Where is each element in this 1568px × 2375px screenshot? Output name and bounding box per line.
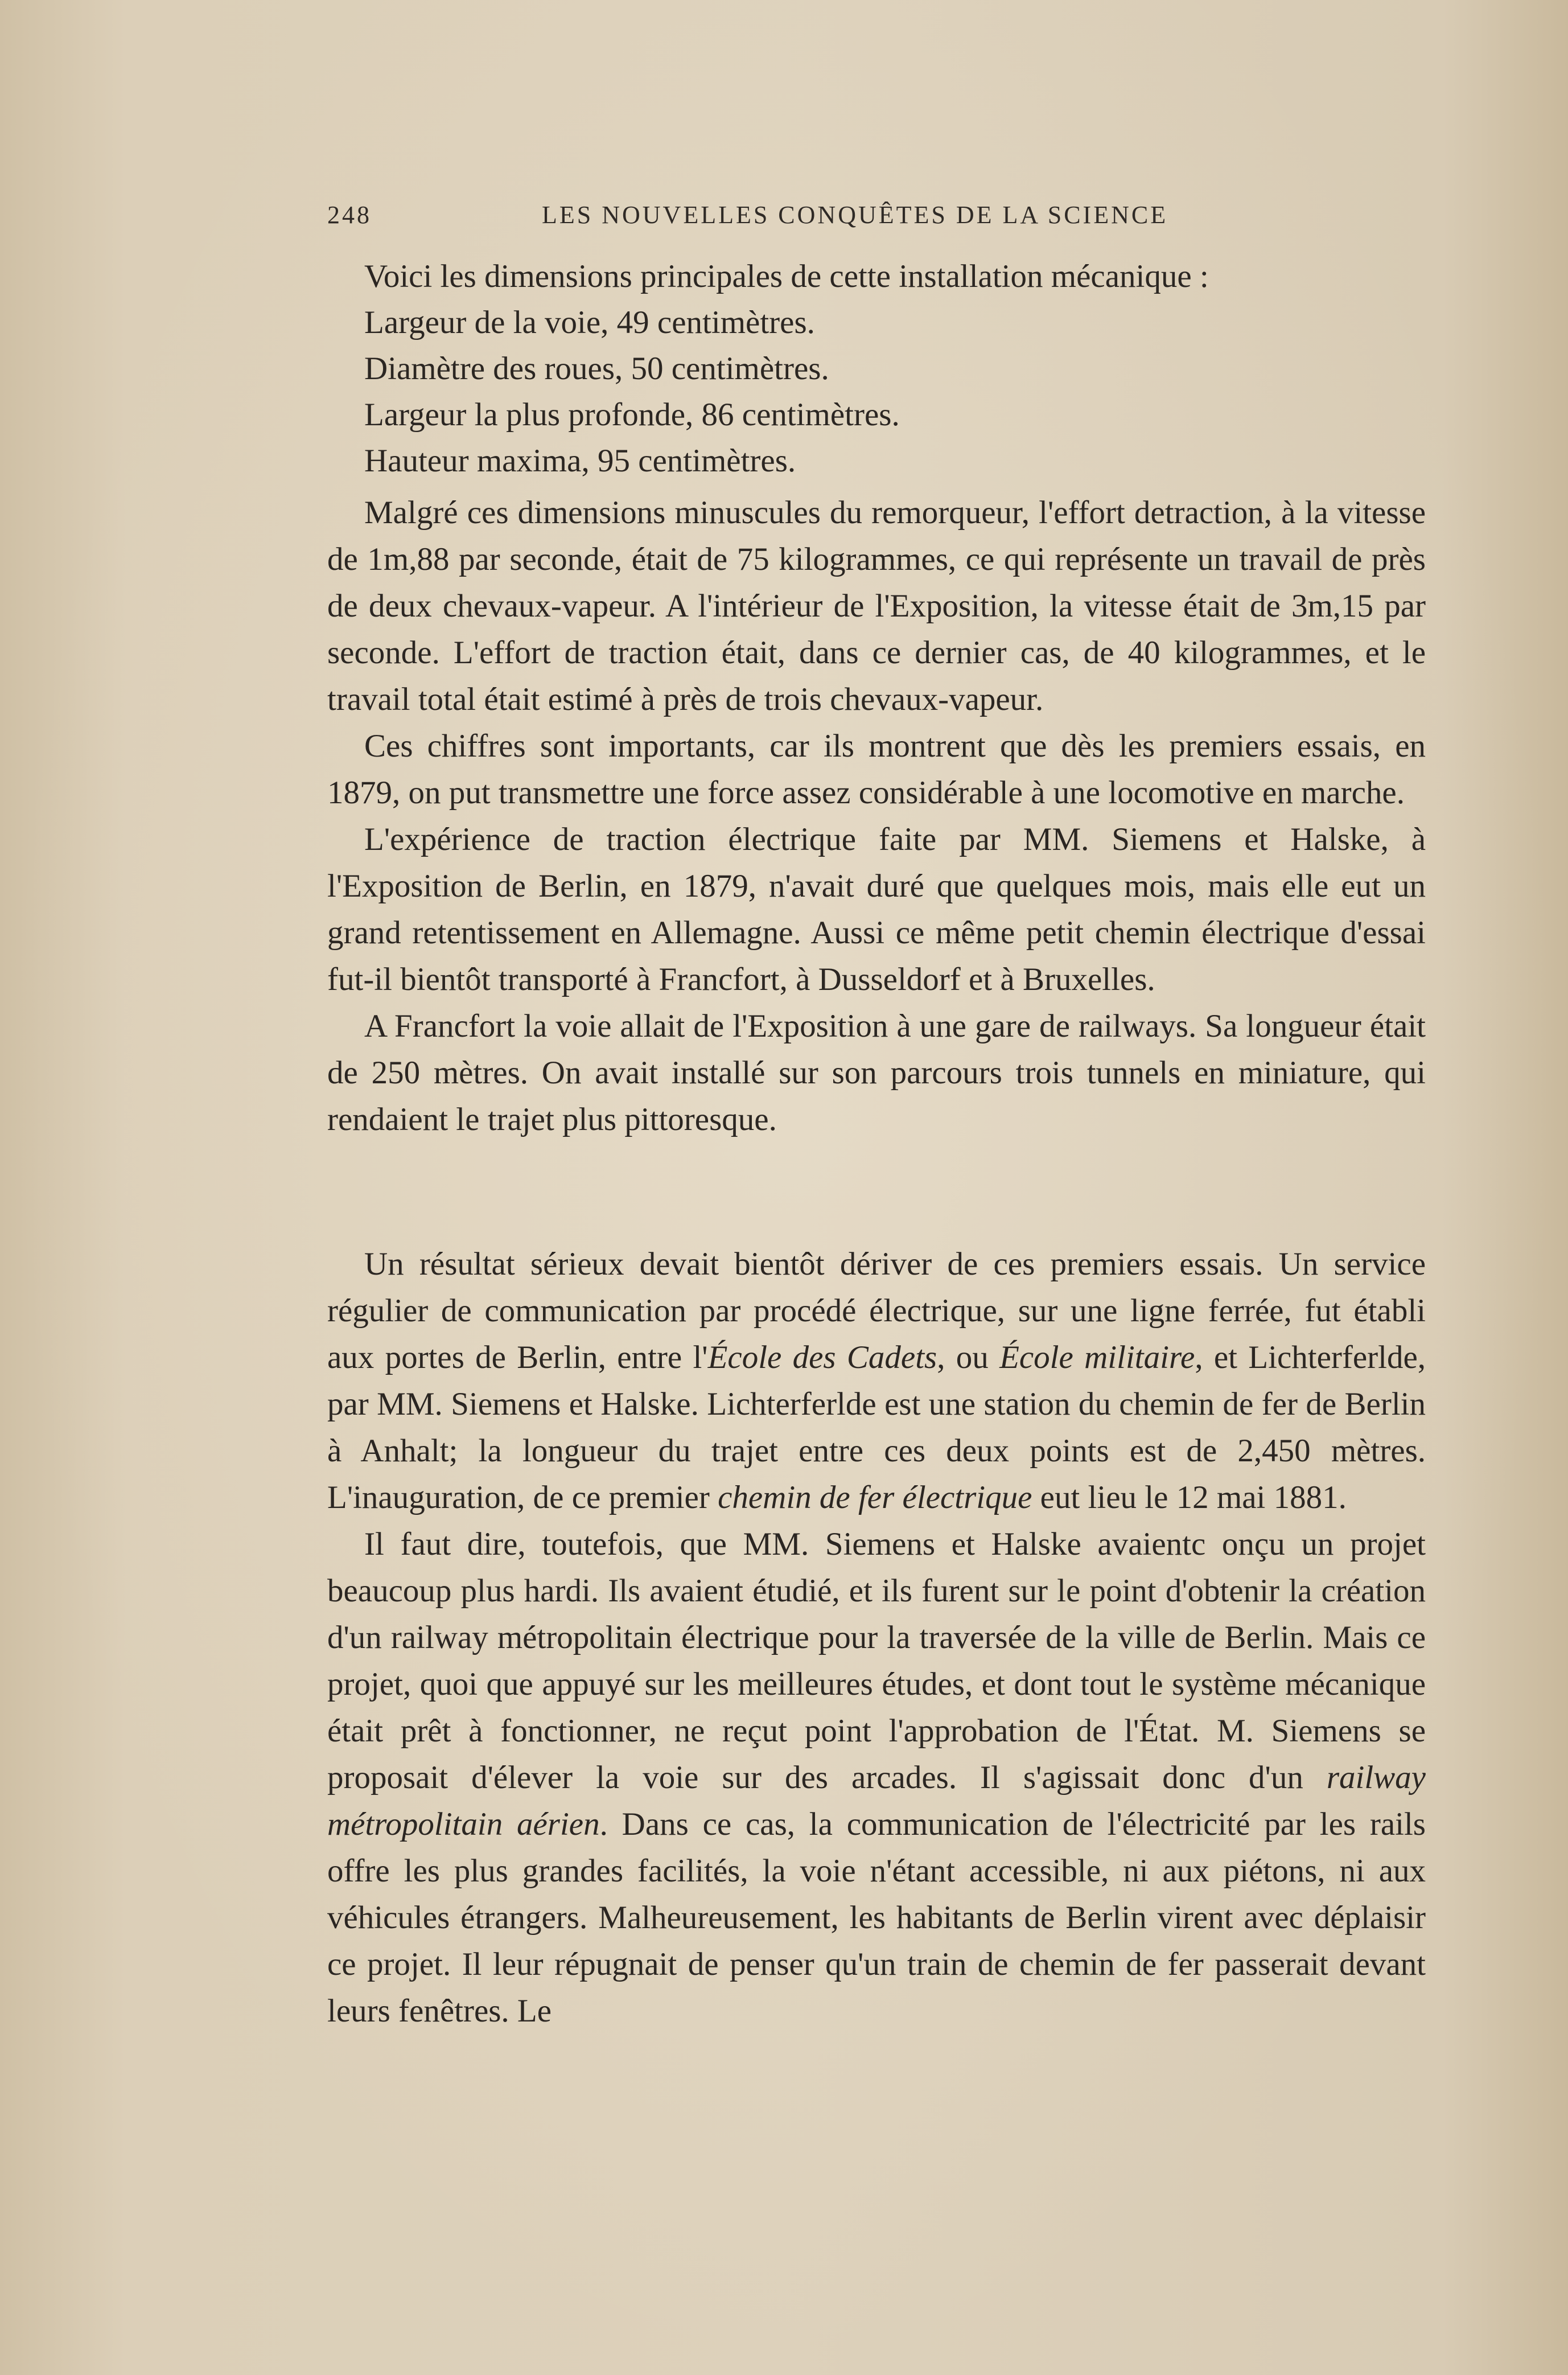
page-header	[327, 200, 1221, 235]
dimension-item: Largeur de la voie, 49 centimètres.	[364, 305, 815, 340]
text-block-upper	[327, 490, 1426, 1143]
paragraph-text: . Dans ce cas, la communication de l'électricité par les rails offre les plus grandes facilités, la voie n'étant accessible, ni aux piétons, ni aux véhicules étrangers. Malheureusement, les habitants de Berlin virent avec déplaisir ce projet. Il leur répugnait de penser qu'un train de chemin de fer passerait devant leurs fenêtres. Le	[327, 1806, 1426, 2029]
paragraph	[327, 1521, 1426, 2035]
italic-term: École des Cadets	[707, 1339, 937, 1375]
dimensions-intro: Voici les dimensions principales de cette installation mécanique :	[364, 258, 1209, 294]
paragraph-text: , ou	[937, 1339, 1000, 1375]
italic-term: École militaire	[999, 1339, 1195, 1375]
italic-term: chemin de fer électrique	[718, 1480, 1032, 1515]
paragraph-text: eut lieu le 12 mai 1881.	[1032, 1480, 1347, 1515]
page-number: 248	[327, 201, 372, 229]
paragraph-text: , et Lichterferlde, par MM. Siemens et Halske. Lichterferlde est une station du chemin de fer de Berlin à Anhalt; la longueur du trajet entre ces deux points est de 2,450 mètres. L'inauguration, de ce premier	[327, 1339, 1426, 1515]
paragraph: A Francfort la voie allait de l'Exposition à une gare de railways. Sa longueur était de 250 mètres. On avait installé sur son parcours trois tunnels en miniature, qui rendaient le trajet plus pittoresque.	[327, 1008, 1426, 1137]
paragraph-text: Un résultat sérieux devait bientôt dériver de ces premiers essais. Un service régulier de communication par procédé électrique, sur une ligne ferrée, fut établi aux portes de Berlin, entre l'	[327, 1246, 1426, 1375]
paragraph: Ces chiffres sont importants, car ils montrent que dès les premiers essais, en 1879, on put transmettre une force assez considérable à une locomotive en marche.	[327, 728, 1426, 811]
text-block-lower	[327, 1241, 1426, 2035]
paragraph: Malgré ces dimensions minuscules du remorqueur, l'effort detraction, à la vitesse de 1m,88 par seconde, était de 75 kilogrammes, ce qui représente un travail de près de deux chevaux-vapeur. A l'intérieur de l'Exposition, la vitesse était de 3m,15 par seconde. L'effort de traction était, dans ce dernier cas, de 40 kilogrammes, et le travail total était estimé à près de trois chevaux-vapeur.	[327, 495, 1426, 717]
dimensions-list	[364, 253, 1446, 484]
paragraph	[327, 1241, 1426, 1521]
dimension-item: Diamètre des roues, 50 centimètres.	[364, 351, 829, 387]
paragraph: L'expérience de traction électrique faite par MM. Siemens et Halske, à l'Exposition de Berlin, en 1879, n'avait duré que quelques mois, mais elle eut un grand retentissement en Allemagne. Aussi ce même petit chemin électrique d'essai fut-il bientôt transporté à Francfort, à Dusseldorf et à Bruxelles.	[327, 821, 1426, 997]
dimension-item: Hauteur maxima, 95 centimètres.	[364, 443, 796, 479]
running-title: LES NOUVELLES CONQUÊTES DE LA SCIENCE	[542, 201, 1168, 229]
paragraph-text: Il faut dire, toutefois, que MM. Siemens et Halske avaientc onçu un projet beaucoup plus hardi. Ils avaient étudié, et ils furent sur le point d'obtenir la création d'un railway métropolitain électrique pour la traversée de la ville de Berlin. Mais ce projet, quoi que appuyé sur les meilleures études, et dont tout le système mécanique était prêt à fonctionner, ne reçut point l'approbation de l'État. M. Siemens se proposait d'élever la voie sur des arcades. Il s'agissait donc d'un	[327, 1526, 1426, 1795]
dimension-item: Largeur la plus profonde, 86 centimètres.	[364, 397, 900, 433]
italic-term: railway métropolitain aérien	[327, 1760, 1426, 1842]
